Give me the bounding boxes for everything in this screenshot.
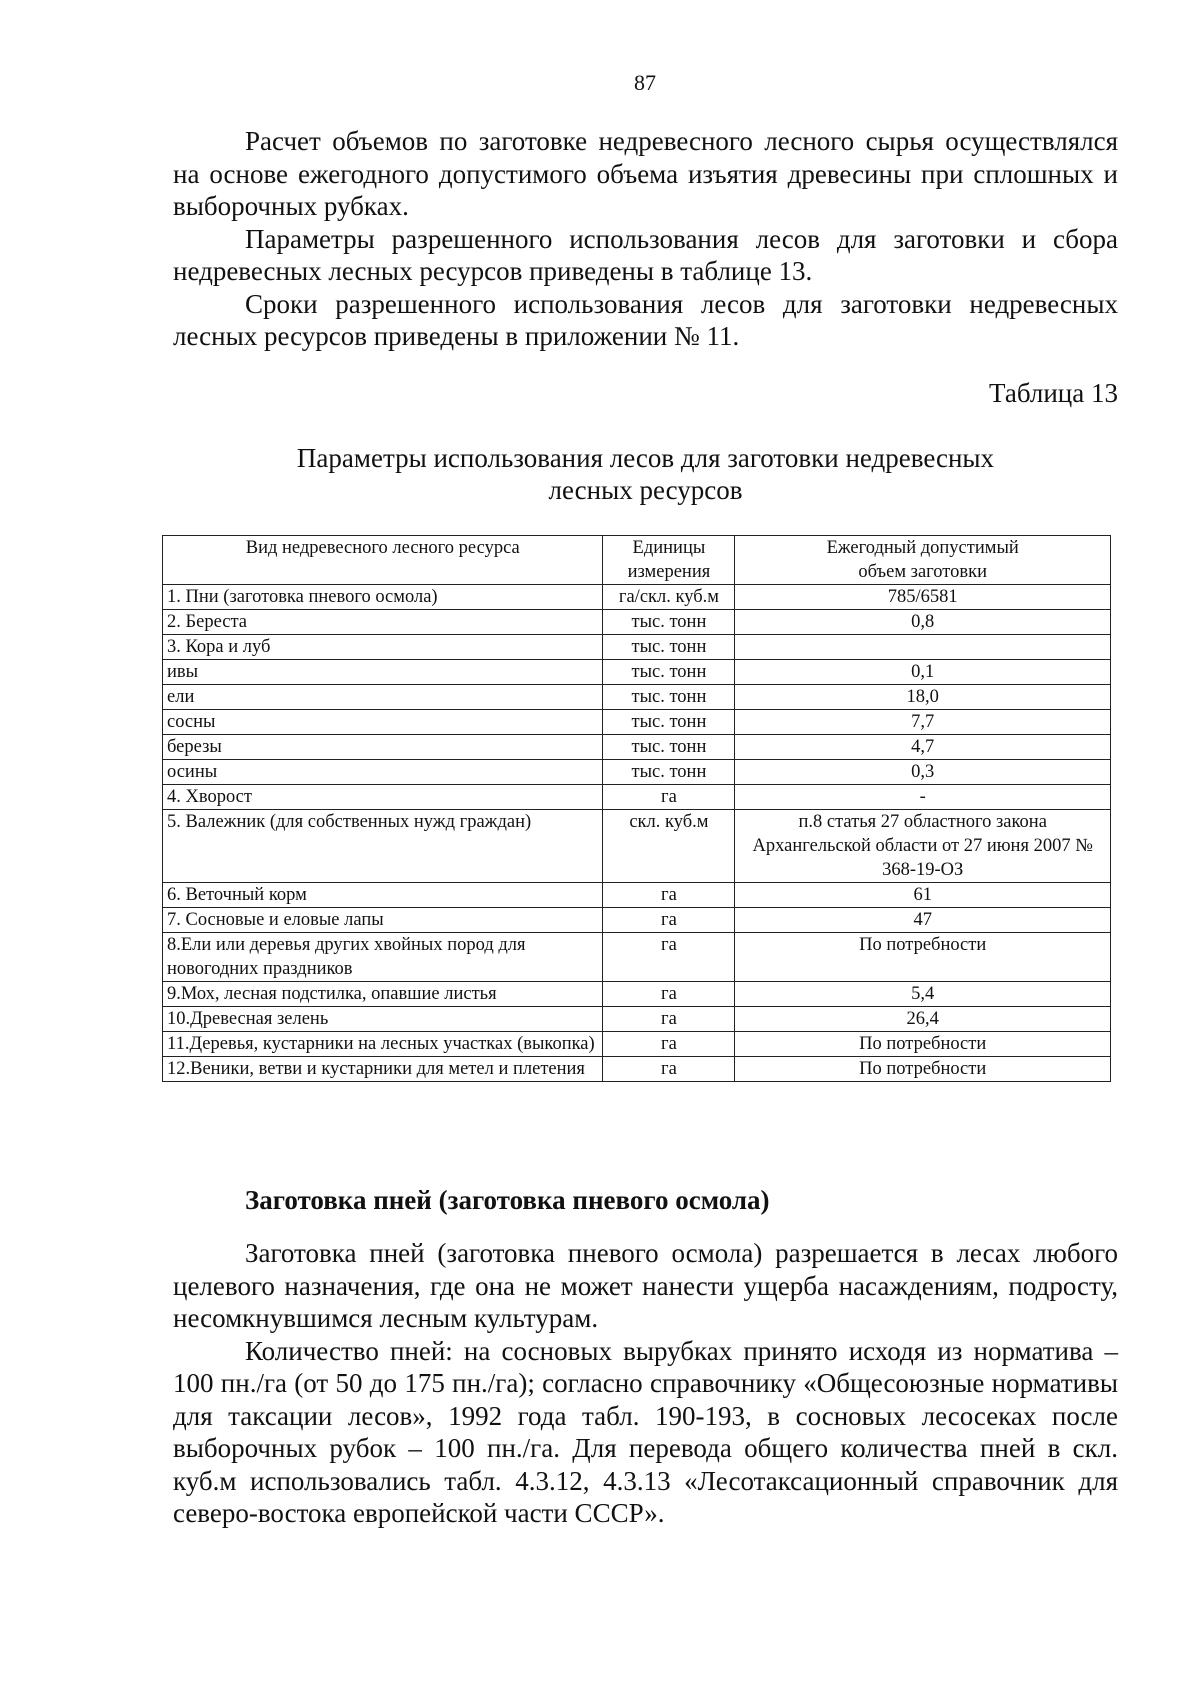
cell-unit: га xyxy=(603,1032,735,1057)
table-row xyxy=(163,908,1111,933)
table-row xyxy=(163,760,1111,785)
intro-paragraph: Параметры разрешенного использования лесов для заготовки и сбора недревесных лесных ресурсов приведены в таблице 13. xyxy=(173,223,1118,286)
table-row xyxy=(163,585,1111,610)
cell-resource: 1. Пни (заготовка пневого осмола) xyxy=(163,585,603,610)
header-resource: Вид недревесного лесного ресурса xyxy=(163,536,603,585)
header-volume-line: Ежегодный допустимый xyxy=(826,538,1019,558)
cell-unit: тыс. тонн xyxy=(603,660,735,685)
cell-resource: 11.Деревья, кустарники на лесных участках (выкопка) xyxy=(163,1032,603,1057)
cell-volume: По потребности xyxy=(735,1057,1111,1082)
cell-volume: 18,0 xyxy=(735,685,1111,710)
cell-unit: га xyxy=(603,933,735,982)
cell-volume: 7,7 xyxy=(735,710,1111,735)
resources-table xyxy=(162,535,1111,1082)
cell-unit: га xyxy=(603,1057,735,1082)
cell-resource: осины xyxy=(163,760,603,785)
page-number: 87 xyxy=(634,70,656,95)
cell-resource: 7. Сосновые и еловые лапы xyxy=(163,908,603,933)
cell-unit: га/скл. куб.м xyxy=(603,585,735,610)
section-paragraph: Количество пней: на сосновых вырубках принято исходя из норматива – 100 пн./га (от 50 до 175 пн./га); согласно справочнику «Общесоюзные нормативы для таксации лесов», 1992 года табл. 190-193, в сосновых лесосеках после выборочных рубок – 100 пн./га. Для перевода общего количества пней в скл. куб.м использовались табл. 4.3.12, 4.3.13 «Лесотаксационный справочник для северо-востока европейской части СССР». xyxy=(173,1335,1118,1528)
table-row xyxy=(163,1057,1111,1082)
header-unit xyxy=(603,536,735,585)
table-title xyxy=(173,442,1118,506)
cell-volume: 26,4 xyxy=(735,1007,1111,1032)
cell-resource: 3. Кора и луб xyxy=(163,635,603,660)
table-label: Таблица 13 xyxy=(989,378,1118,408)
cell-volume: - xyxy=(735,785,1111,810)
table-row xyxy=(163,735,1111,760)
table-row xyxy=(163,660,1111,685)
cell-unit: га xyxy=(603,982,735,1007)
table-row xyxy=(163,982,1111,1007)
table-row xyxy=(163,610,1111,635)
cell-resource: ивы xyxy=(163,660,603,685)
cell-resource: 12.Веники, ветви и кустарники для метел и плетения xyxy=(163,1057,603,1082)
cell-unit: тыс. тонн xyxy=(603,635,735,660)
cell-unit: га xyxy=(603,908,735,933)
table-row xyxy=(163,785,1111,810)
intro-text xyxy=(173,125,1118,353)
cell-unit: га xyxy=(603,883,735,908)
cell-resource: ели xyxy=(163,685,603,710)
cell-resource: березы xyxy=(163,735,603,760)
header-unit-line: Единицы xyxy=(632,538,706,558)
intro-paragraph: Сроки разрешенного использования лесов для заготовки недревесных лесных ресурсов приведены в приложении № 11. xyxy=(173,288,1118,351)
cell-volume: 0,1 xyxy=(735,660,1111,685)
header-volume-line: объем заготовки xyxy=(858,562,988,582)
cell-volume: По потребности xyxy=(735,933,1111,982)
section-paragraph: Заготовка пней (заготовка пневого осмола) разрешается в лесах любого целевого назначения, где она не может нанести ущерба насаждениям, подросту, несомкнувшимся лесным культурам. xyxy=(173,1238,1118,1333)
table-row xyxy=(163,710,1111,735)
cell-volume: 0,8 xyxy=(735,610,1111,635)
table-row xyxy=(163,1007,1111,1032)
table-row xyxy=(163,685,1111,710)
table-row xyxy=(163,810,1111,883)
cell-volume xyxy=(735,635,1111,660)
cell-resource: 2. Береста xyxy=(163,610,603,635)
cell-unit: тыс. тонн xyxy=(603,685,735,710)
cell-resource: 6. Веточный корм xyxy=(163,883,603,908)
cell-unit: тыс. тонн xyxy=(603,610,735,635)
cell-resource: 8.Ели или деревья других хвойных пород для новогодних праздников xyxy=(163,933,603,982)
table-title-line: Параметры использования лесов для заготовки недревесных xyxy=(296,443,995,473)
intro-paragraph: Расчет объемов по заготовке недревесного лесного сырья осуществлялся на основе ежегодного допустимого объема изъятия древесины при сплошных и выборочных рубках. xyxy=(173,126,1118,221)
table-title-line: лесных ресурсов xyxy=(548,475,743,505)
cell-resource: 4. Хворост xyxy=(163,785,603,810)
cell-volume: 0,3 xyxy=(735,760,1111,785)
cell-volume: 4,7 xyxy=(735,735,1111,760)
cell-volume: По потребности xyxy=(735,1032,1111,1057)
table-row xyxy=(163,883,1111,908)
table-header-row xyxy=(163,536,1111,585)
table-row xyxy=(163,635,1111,660)
cell-unit: га xyxy=(603,1007,735,1032)
cell-unit: скл. куб.м xyxy=(603,810,735,883)
cell-volume: 785/6581 xyxy=(735,585,1111,610)
cell-unit: тыс. тонн xyxy=(603,735,735,760)
header-volume xyxy=(735,536,1111,585)
cell-volume: 5,4 xyxy=(735,982,1111,1007)
table-row xyxy=(163,933,1111,982)
cell-volume: 47 xyxy=(735,908,1111,933)
cell-unit: га xyxy=(603,785,735,810)
cell-unit: тыс. тонн xyxy=(603,710,735,735)
table-row xyxy=(163,1032,1111,1057)
cell-resource: 10.Древесная зелень xyxy=(163,1007,603,1032)
cell-volume: п.8 статья 27 областного закона Архангельской области от 27 июня 2007 № 368-19-ОЗ xyxy=(735,810,1111,883)
header-unit-line: измерения xyxy=(627,562,711,582)
cell-volume: 61 xyxy=(735,883,1111,908)
section-heading: Заготовка пней (заготовка пневого осмола) xyxy=(245,1185,770,1215)
cell-unit: тыс. тонн xyxy=(603,760,735,785)
cell-resource: сосны xyxy=(163,710,603,735)
cell-resource: 5. Валежник (для собственных нужд граждан) xyxy=(163,810,603,883)
section-text xyxy=(173,1237,1118,1530)
cell-resource: 9.Мох, лесная подстилка, опавшие листья xyxy=(163,982,603,1007)
